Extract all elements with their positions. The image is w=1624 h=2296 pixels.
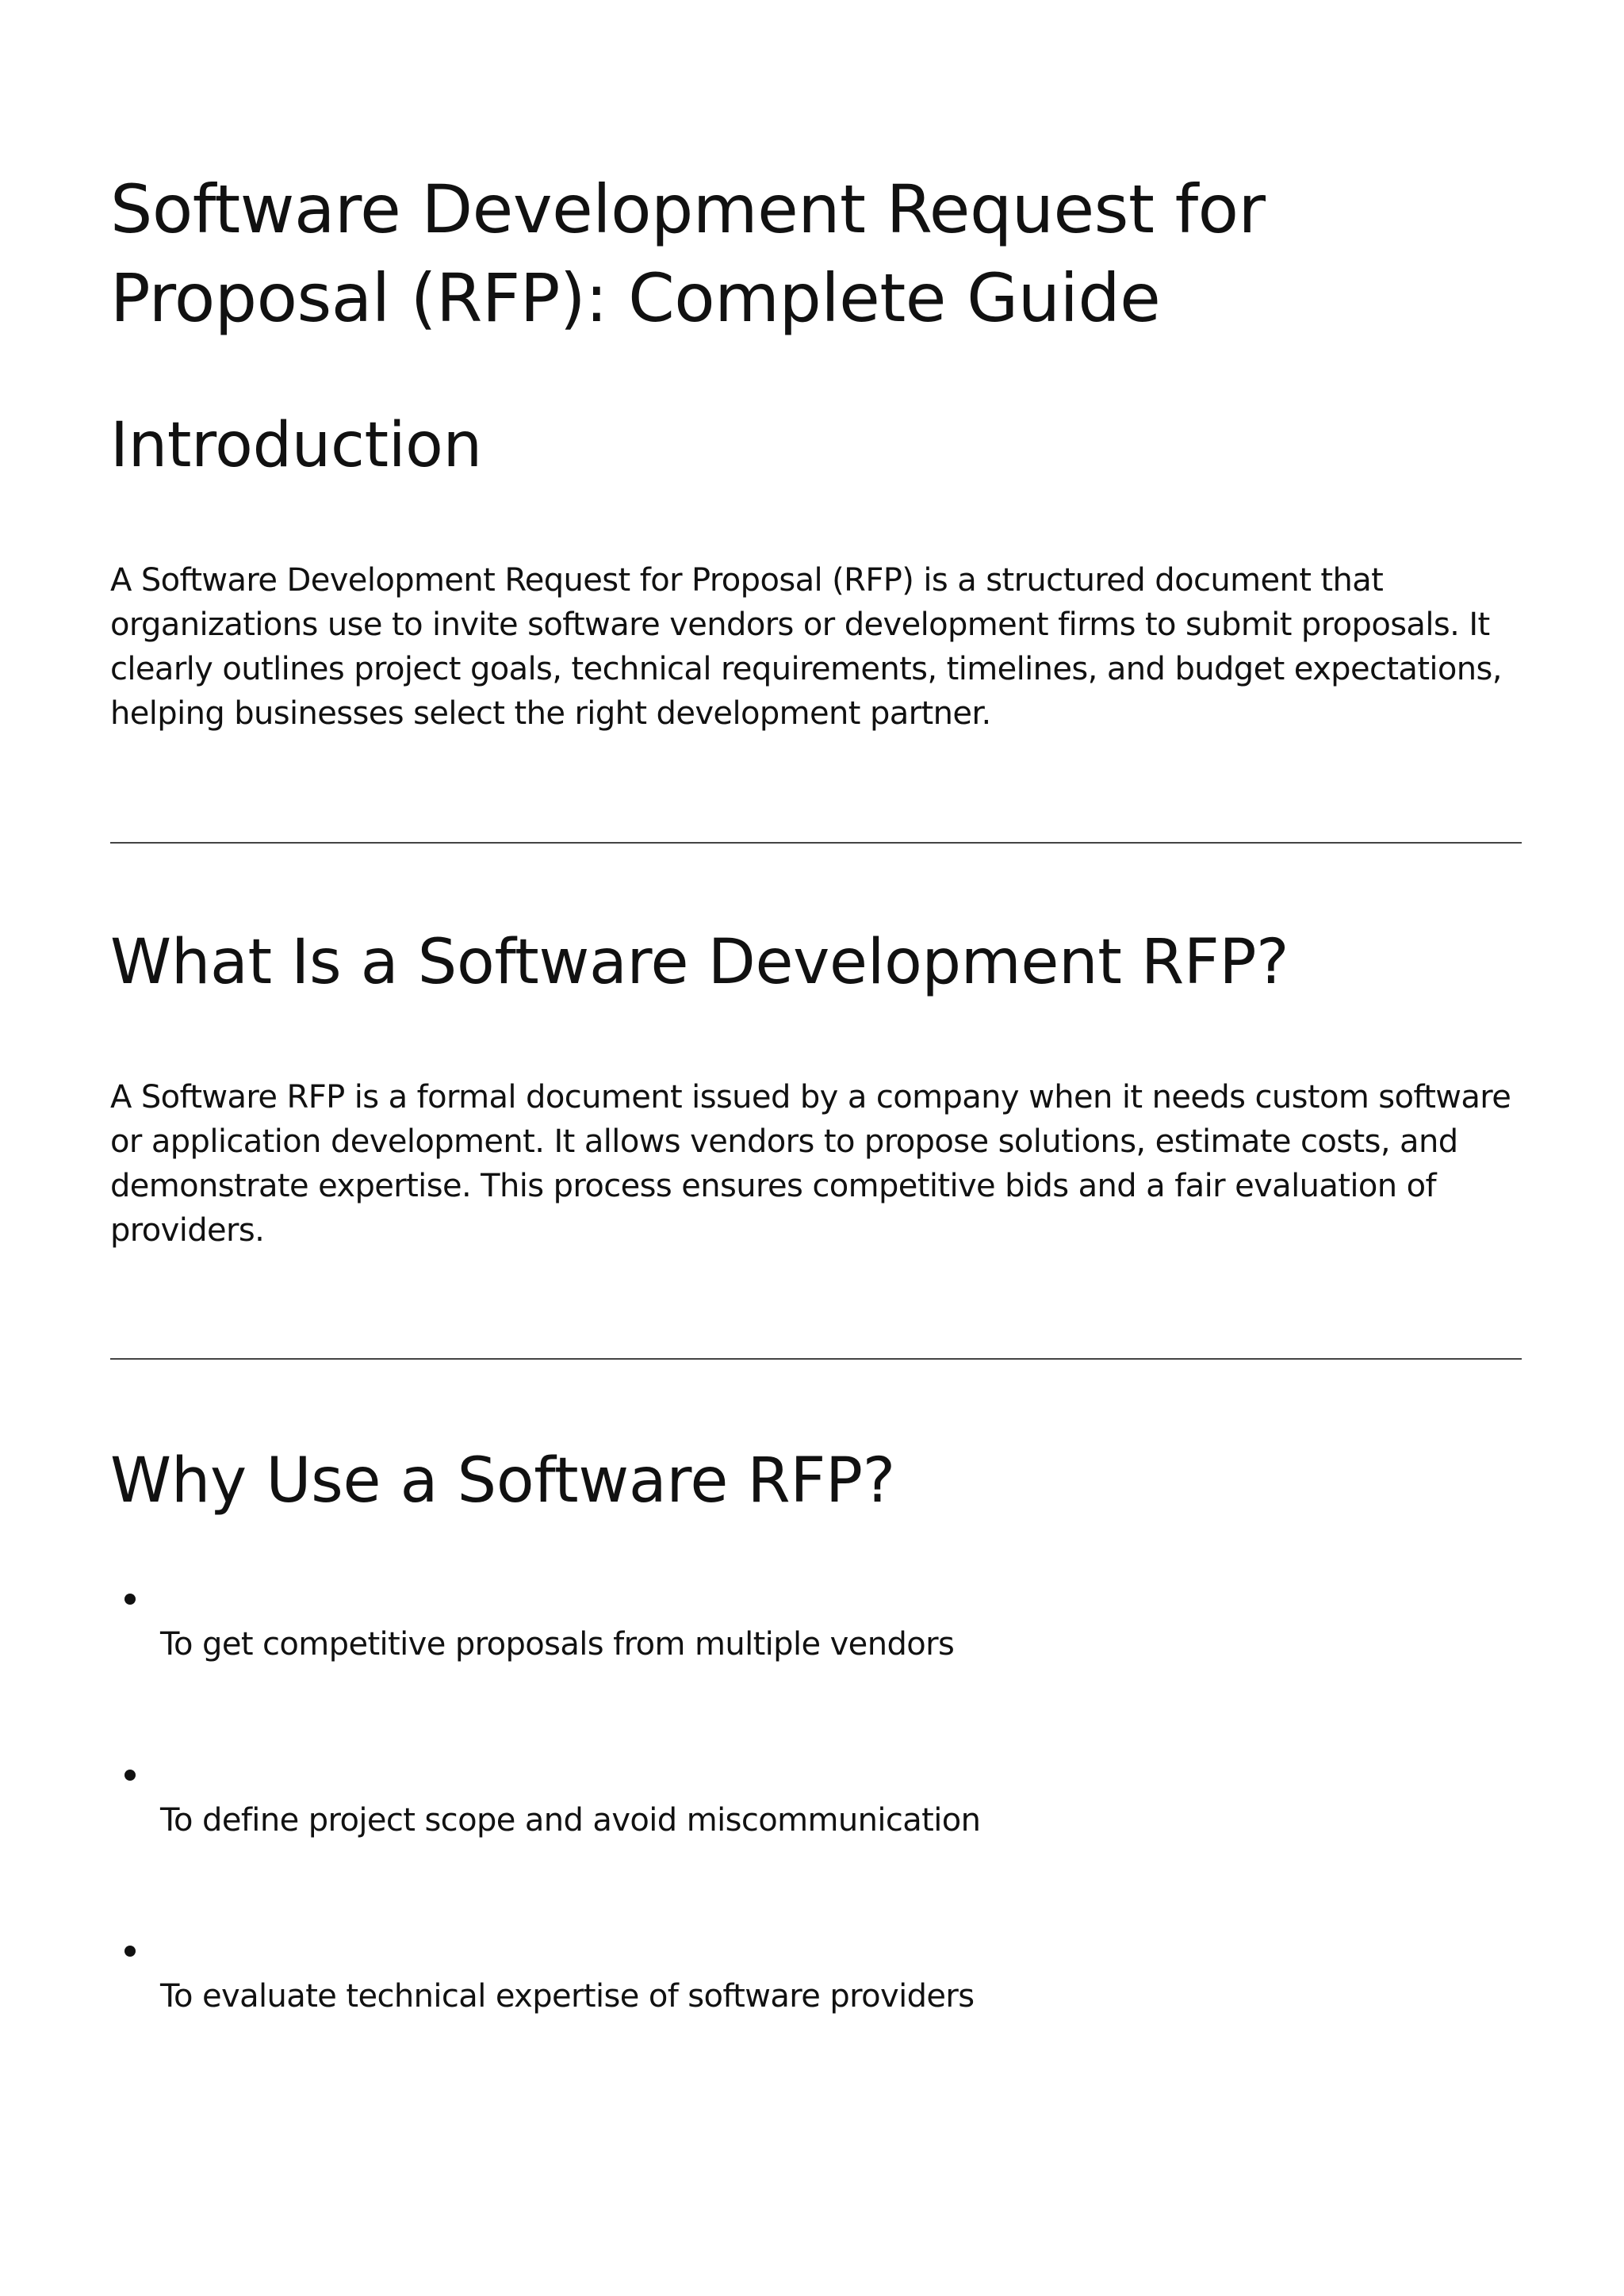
section-heading-why-use-rfp: Why Use a Software RFP?: [110, 1445, 895, 1517]
bullet-icon: [124, 1946, 136, 1957]
reasons-list: [110, 1578, 1522, 2106]
section-divider: [110, 842, 1522, 844]
bullet-icon: [124, 1594, 136, 1605]
list-item: [110, 1754, 1522, 1930]
list-item: [110, 1578, 1522, 1754]
introduction-paragraph: A Software Development Request for Proposal (RFP) is a structured document that organizations use to invite software vendors or development firms to submit proposals. It clearly outlines project goals, technical requirements, timelines, and budget expectations, helping businesses select the right development partner.: [110, 562, 1502, 732]
list-item-text: To evaluate technical expertise of software providers: [160, 1978, 975, 2015]
section-divider: [110, 1358, 1522, 1360]
what-is-rfp-paragraph: A Software RFP is a formal document issued by a company when it needs custom software or application development. It allows vendors to propose solutions, estimate costs, and demonstrate expertise. This process ensures competitive bids and a fair evaluation of providers.: [110, 1079, 1511, 1249]
list-item-text: To define project scope and avoid miscommunication: [160, 1802, 981, 1839]
section-heading-introduction: Introduction: [110, 410, 482, 481]
section-heading-what-is-rfp: What Is a Software Development RFP?: [110, 927, 1289, 998]
list-item: [110, 1930, 1522, 2106]
list-item-text: To get competitive proposals from multiple vendors: [160, 1626, 955, 1663]
document-title: Software Development Request for Proposal (RFP): Complete Guide: [110, 170, 1266, 337]
bullet-icon: [124, 1770, 136, 1781]
